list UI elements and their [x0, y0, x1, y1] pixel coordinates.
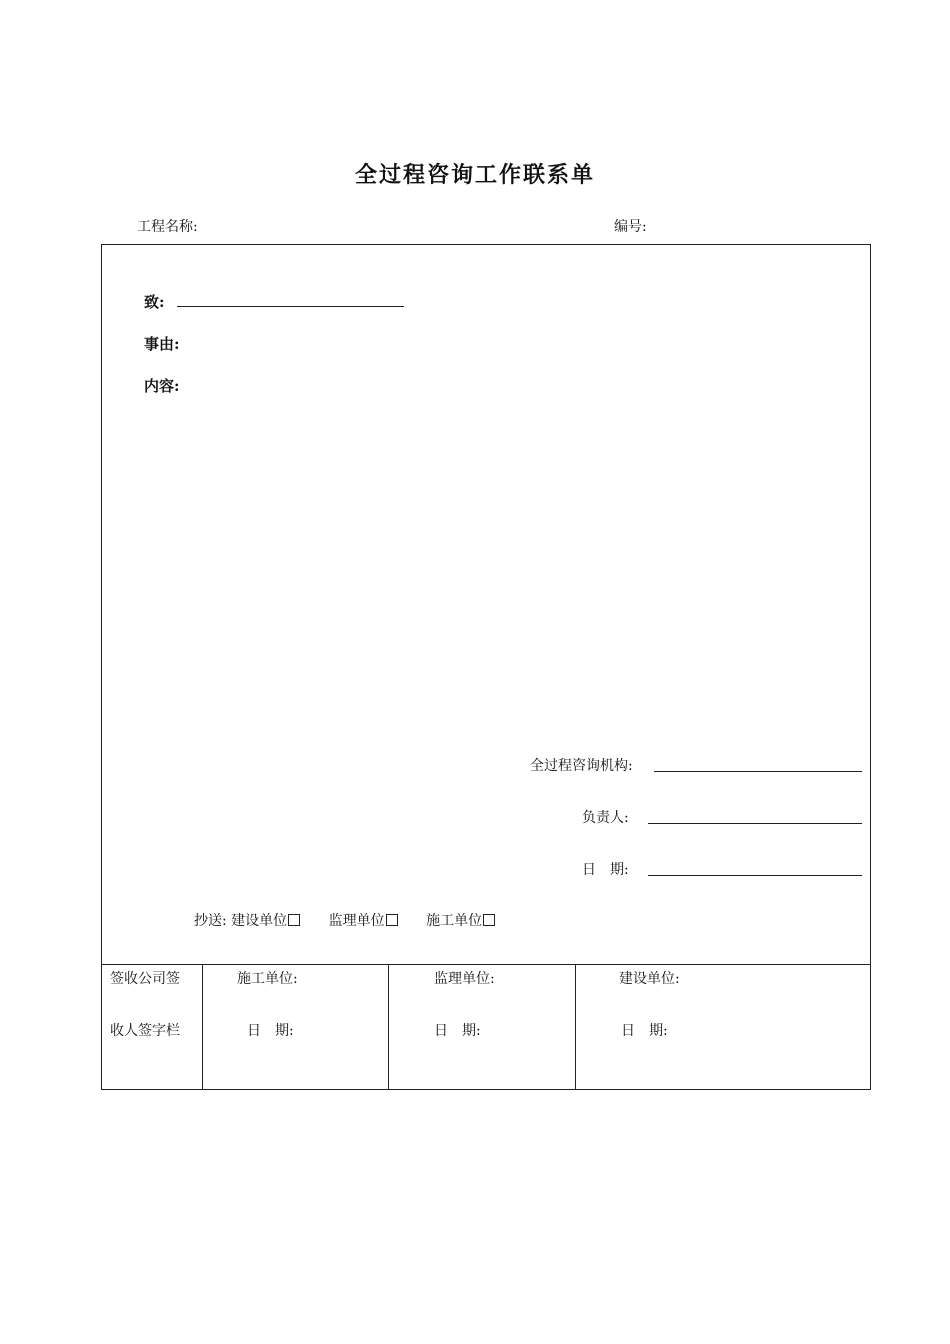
cc-item-label: 建设单位 — [231, 913, 288, 929]
cc-item-label: 施工单位 — [426, 913, 483, 929]
date-field[interactable] — [648, 875, 862, 876]
column-divider — [202, 964, 203, 1090]
content-label: 内容: — [144, 377, 180, 395]
person-field[interactable] — [648, 823, 862, 824]
page-title: 全过程咨询工作联系单 — [354, 162, 595, 188]
cc-item-supervision — [329, 910, 398, 930]
date-label: 日 期: — [582, 862, 629, 878]
cc-label: 抄送: — [194, 913, 227, 929]
checkbox[interactable] — [288, 914, 300, 926]
sign-row-label-line1: 签收公司签 — [110, 971, 180, 987]
sign-section-divider — [101, 964, 871, 965]
to-label: 致: — [144, 293, 165, 311]
sign-owner-label: 建设单位: — [619, 971, 680, 987]
cc-item-label: 监理单位 — [328, 913, 385, 929]
sign-contractor-label: 施工单位: — [237, 971, 298, 987]
sign-contractor-date: 日 期: — [247, 1023, 294, 1039]
checkbox[interactable] — [386, 914, 398, 926]
sign-supervision-date: 日 期: — [434, 1023, 481, 1039]
cc-item-construction — [231, 910, 300, 930]
content-area[interactable] — [144, 400, 844, 740]
cc-item-contractor — [426, 910, 495, 930]
sign-owner-date: 日 期: — [621, 1023, 668, 1039]
checkbox[interactable] — [483, 914, 495, 926]
to-field[interactable] — [177, 306, 404, 307]
sign-row-label-line2: 收人签字栏 — [110, 1023, 180, 1039]
reason-label: 事由: — [144, 335, 180, 353]
org-label: 全过程咨询机构: — [530, 758, 633, 774]
project-name-label: 工程名称: — [137, 219, 198, 235]
cc-row — [194, 910, 519, 930]
column-divider — [388, 964, 389, 1090]
person-label: 负责人: — [582, 810, 629, 826]
sign-supervision-label: 监理单位: — [434, 971, 495, 987]
column-divider — [575, 964, 576, 1090]
org-field[interactable] — [654, 771, 862, 772]
number-label: 编号: — [614, 219, 647, 235]
